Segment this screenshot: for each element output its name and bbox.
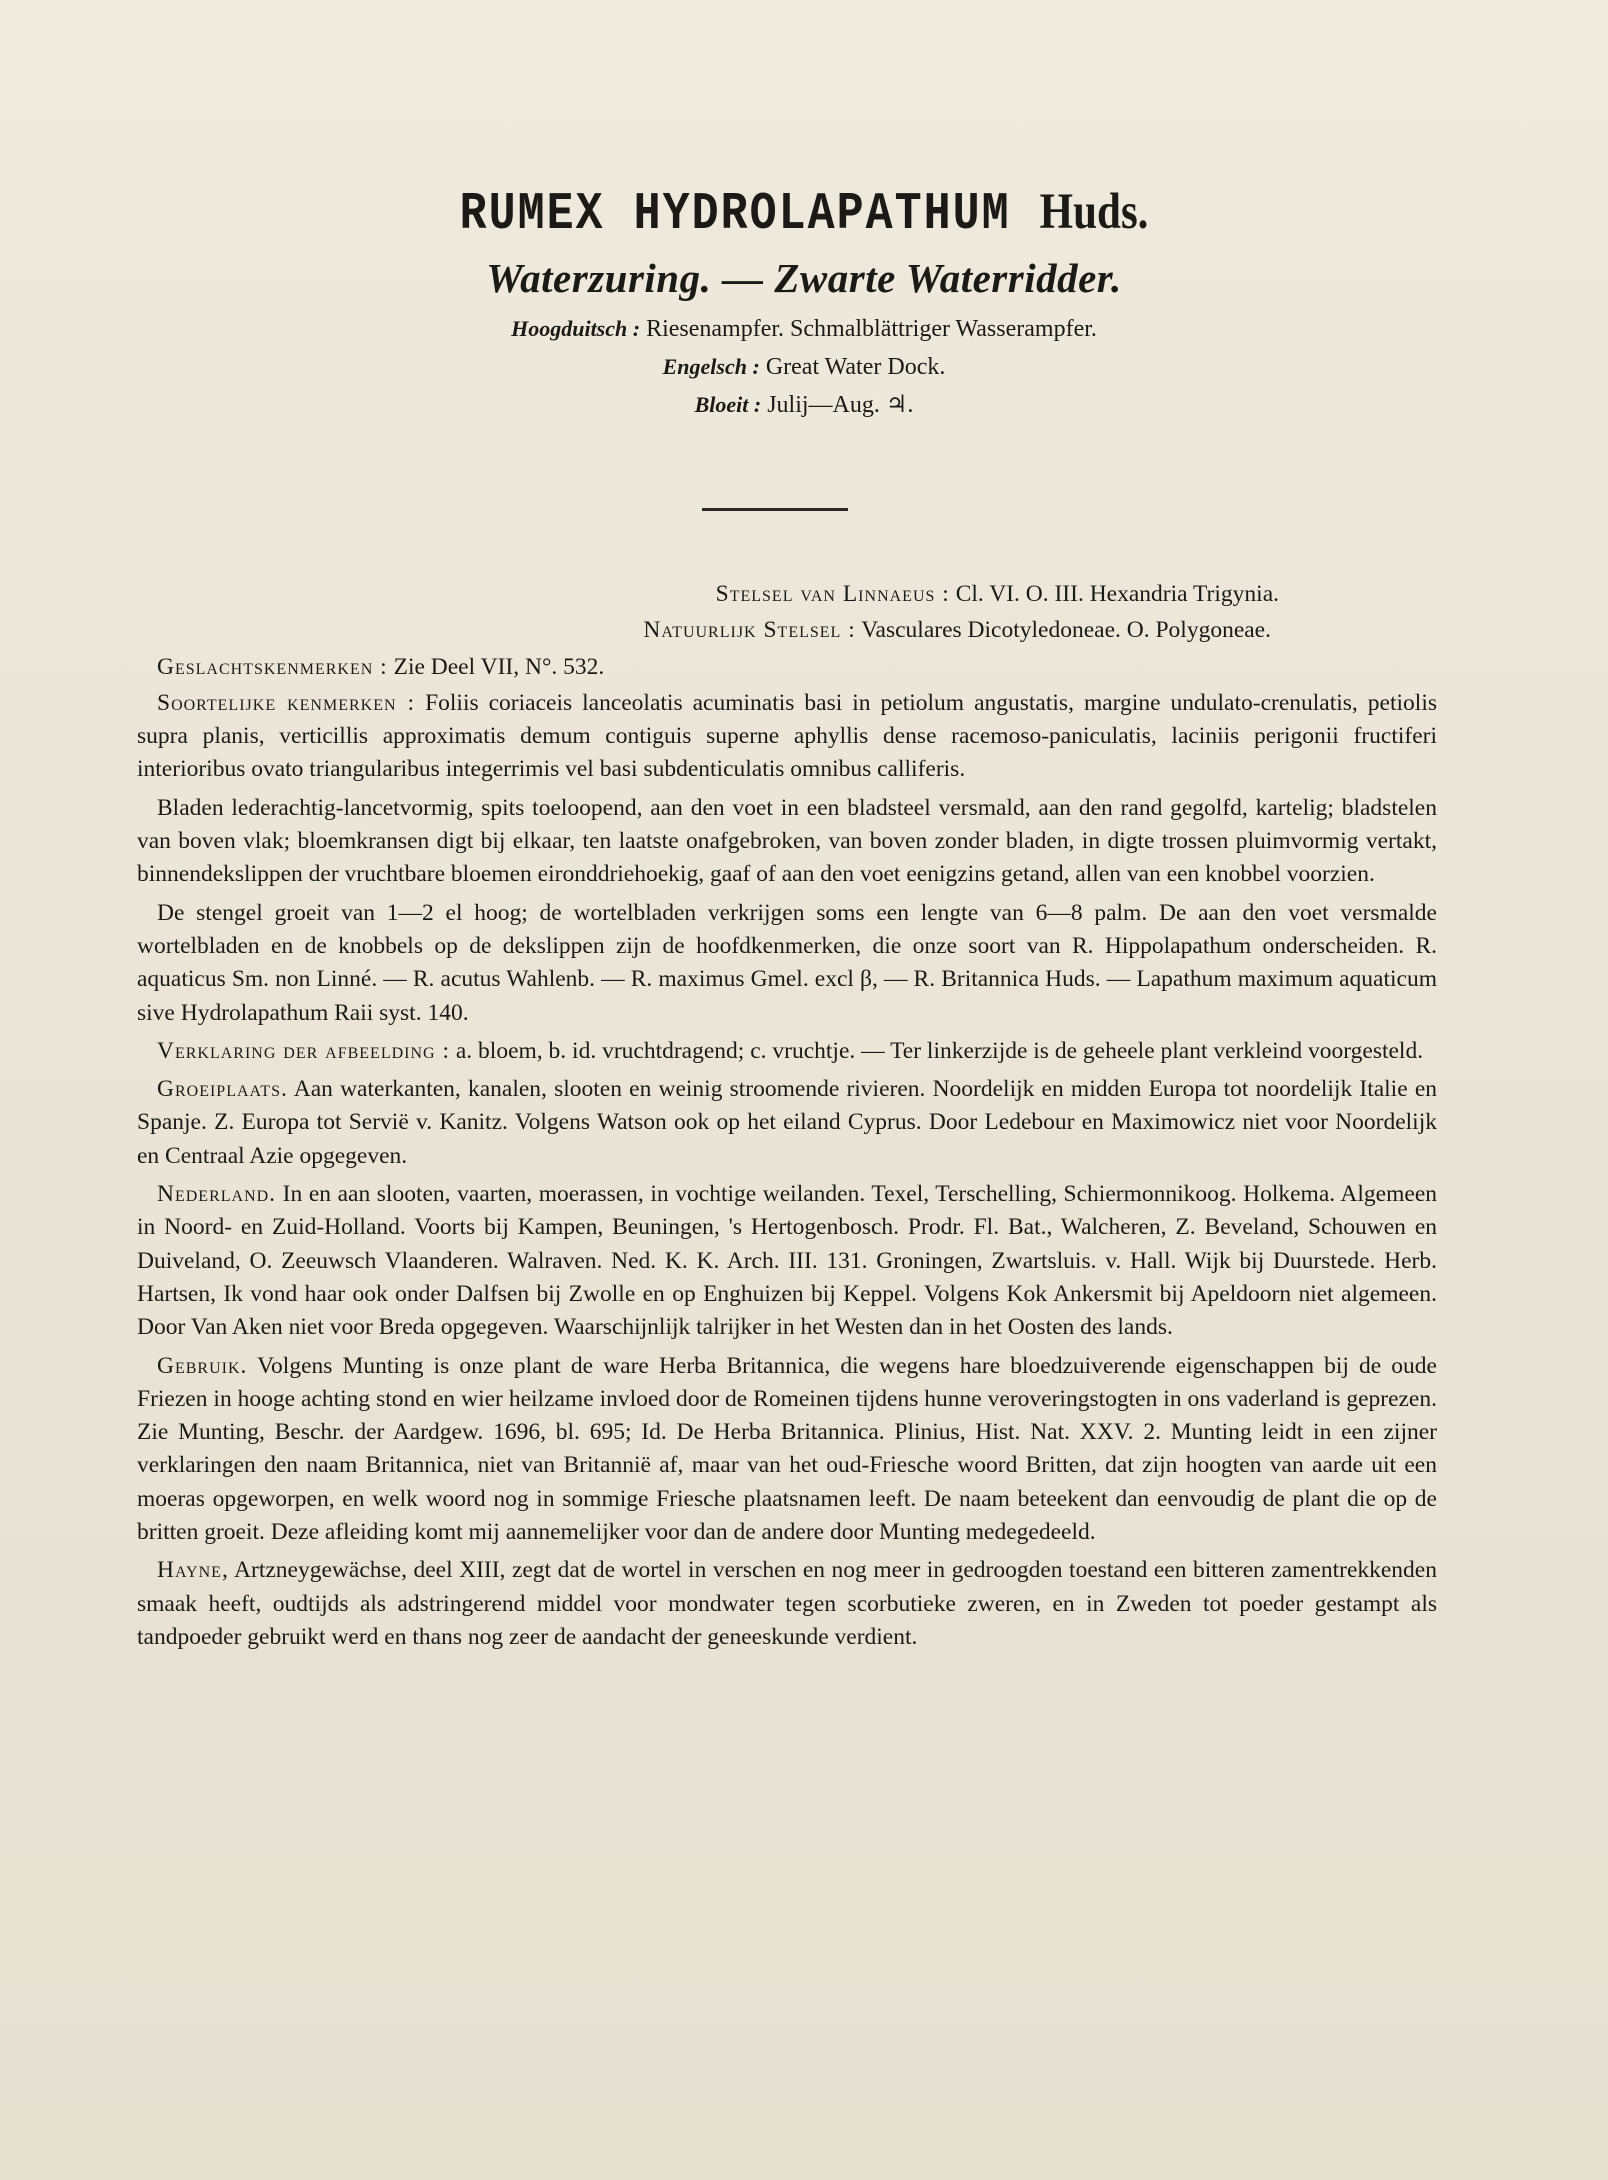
netherlands-distribution: Nederland. In en aan slooten, vaarten, moerassen, in vochtige weilanden. Texel, Terschelling, Schiermonnikoog. Holkema. Algemeen in Noord- en Zuid-Holland. Voorts bij Kampen, Beuningen, 's Hertogenbosch. Prodr. Fl. Bat., Walcheren, Z. Beveland, Schouwen en Duiveland, O. Zeeuwsch Vlaanderen. Walraven. Ned. K. K. Arch. III. 131. Groningen, Zwartsluis. v. Hall. Wijk bij Duurstede. Herb. Hartsen, Ik vond haar ook onder Dalfsen bij Zwolle en op Enghuizen bij Keppel. Volgens Kok Ankersmit bij Apeldoorn niet algemeen. Door Van Aken niet voor Breda opgegeven. Waarschijnlijk talrijker in het Westen dan in het Oosten des lands. (137, 1181, 1437, 1341)
flowering-line: Bloeit : Julij—Aug. ♃. (694, 392, 914, 418)
linnaeus-system: Stelsel van Linnaeus : Cl. VI. O. III. Hexandria Trigynia. (715, 581, 1279, 607)
dutch-description: Bladen lederachtig-lancetvormig, spits toeloopend, aan den voet in een bladsteel versmald, aan den rand gegolfd, kartelig; bladstelen van boven vlak; bloemkransen digt bij elkaar, ten laatste onafgebroken, van boven zonder bladen, in digte trossen pluimvormig vertakt, binnendekslippen der vruchtbare bloemen eironddriehoekig, gaaf of aan den voet eenigzins getand, allen van een knobbel voorzien. (137, 794, 1437, 888)
header-divider (702, 508, 848, 511)
figure-explanation: Verklaring der afbeelding : a. bloem, b. id. vruchtdragend; c. vruchtje. — Ter linkerzijde is de geheele plant verkleind voorgesteld. (157, 1037, 1424, 1064)
german-name-line: Hoogduitsch : Riesenampfer. Schmalblättriger Wasserampfer. (511, 316, 1097, 342)
title-line (0, 184, 1608, 245)
english-name-line: Engelsch : Great Water Dock. (662, 354, 946, 380)
species-title: RUMEX HYDROLAPATHUM Huds. (459, 184, 1149, 245)
hayne-note: Hayne, Artzneygewächse, deel XIII, zegt dat de wortel in verschen en nog meer in gedroogden toestand een bitteren zamentrekkenden smaak heeft, oudtijds als adstringerend middel voor mondwater tegen scorbutieke zweren, en in Zweden tot poeder gestampt als tandpoeder gebruikt werd en thans nog zeer de aandacht der geneeskunde verdient. (137, 1557, 1437, 1650)
stem-description: De stengel groeit van 1—2 el hoog; de wortelbladen verkrijgen soms een lengte van 6—8 palm. De aan den voet versmalde wortelbladen en de knobbels op de dekslippen zijn de hoofdkenmerken, die onze soort van R. Hippolapathum onderscheiden. R. aquaticus Sm. non Linné. — R. acutus Wahlenb. — R. maximus Gmel. excl β, — R. Britannica Huds. — Lapathum maximum aquaticum sive Hydrolapathum Raii syst. 140. (137, 899, 1437, 1026)
species-characters: Soortelijke kenmerken : Foliis coriaceis lanceolatis acuminatis basi in petiolum angustatis, margine undulato-crenulatis, petiolis supra planis, verticillis approximatis demum contiguis superne aphyllis dense racemoso-paniculatis, laciniis perigonii fructiferi interioribus ovato triangularibus integerrimis vel basi subdenticulatis omnibus calliferis. (137, 689, 1437, 783)
genus-characters: Geslachtskenmerken : Zie Deel VII, N°. 532. (157, 653, 605, 680)
habitat: Groeiplaats. Aan waterkanten, kanalen, slooten en weinig stroomende rivieren. Noordelijk en midden Europa tot noordelijk Italie en Spanje. Z. Europa tot Servië v. Kanitz. Volgens Watson ook op het eiland Cyprus. Door Ledebour en Maximowicz niet voor Noordelijk en Centraal Azie opgegeven. (137, 1076, 1437, 1169)
natural-system: Natuurlijk Stelsel : Vasculares Dicotyledoneae. O. Polygoneae. (643, 617, 1271, 644)
vernacular-names (0, 310, 1608, 424)
dutch-common-names: Waterzuring. — Zwarte Waterridder. (486, 255, 1122, 301)
page-header (0, 184, 1608, 424)
usage: Gebruik. Volgens Munting is onze plant de ware Herba Britannica, die wegens hare bloedzuiverende eigenschappen bij de oude Friezen in hooge achting stond en wier heilzame invloed door de Romeinen tijdens hunne veroveringstogten in ons vaderland is geprezen. Zie Munting, Beschr. der Aardgew. 1696, bl. 695; Id. De Herba Britannica. Plinius, Hist. Nat. XXV. 2. Munting leidt in een zijner verklaringen den naam Britannica, niet van Britannië af, maar van het oud-Friesche woord Britten, dat zijn hoogten van aarde uit een moeras opgeworpen, en welk woord nog in sommige Friesche plaatsnamen leeft. De naam beteekent dan eenvoudig de plant die op de britten groeit. Deze afleiding komt mij aannemelijker voor dan de andere door Munting medegedeeld. (137, 1352, 1437, 1546)
article-body (137, 578, 1437, 1659)
